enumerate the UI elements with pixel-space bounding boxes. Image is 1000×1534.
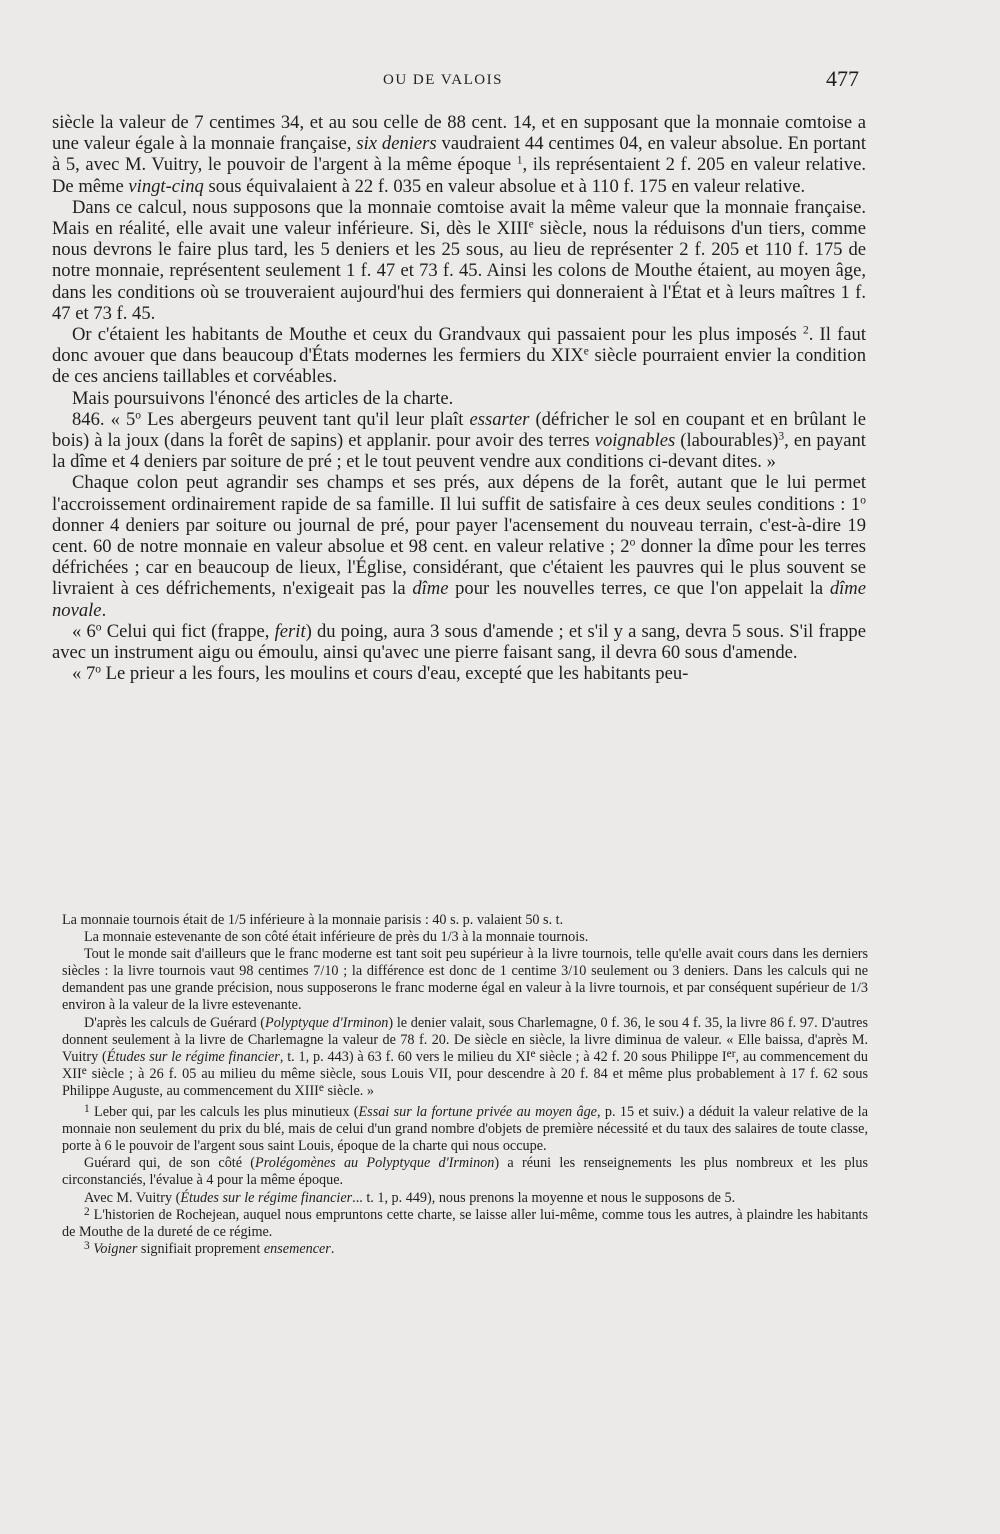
footnote: Tout le monde sait d'ailleurs que le franc moderne est tant soit peu supérieur à la livre tournois, telle qu'elle avait cours dans les derniers siècles : la livre tournois vaut 98 centimes 7/10 ; la différence est donc de 1 centime 3/10 seulement ou 3 deniers. Dans les calculs qui ne demandent pas une grande précision, nous supposerons le franc moderne égal en valeur à la livre tournois, et par conséquent supérieur de 1/3 environ à la valeur de la livre estevenante. xyxy=(62,946,868,1014)
footnote: $^1$ Leber qui, par les calculs les plus minutieux (Essai sur la fortune privée au moyen âge, p. 15 et suiv.) a déduit la valeur relative de la monnaie non seulement du prix du blé, mais de celui d'un grand nombre d'objets de première nécessité et du taux des salaires de toute classe, porte à 6 le pouvoir de l'argent sous saint Louis, époque de la charte qui nous occupe. xyxy=(62,1103,868,1155)
body-paragraph: Mais poursuivons l'énoncé des articles de la charte. xyxy=(72,387,454,409)
page-number: 477 xyxy=(826,66,859,91)
body-paragraph: Or c'étaient les habitants de Mouthe et ceux du Grandvaux qui passaient pour les plus imposés $^2$. Il faut donc avouer que dans beaucoup d'États modernes les fermiers du XIXe siècle pourraient envier la condition de ces anciens taillables et corvéables. xyxy=(52,324,866,388)
running-title: OU DE VALOIS xyxy=(383,72,503,88)
footnote: D'après les calculs de Guérard (Polyptyque d'Irminon) le denier valait, sous Charlemagne, 0 f. 36, le sou 4 f. 35, la livre 86 f. 97. D'autres donnent seulement à la livre de Charlemagne la valeur de 78 f. 20. De siècle en siècle, la livre diminua de valeur. « Elle baissa, d'après M. Vuitry (Études sur le régime financier, t. 1, p. 443) à 63 f. 60 vers le milieu du XIe siècle ; à 42 f. 20 sous Philippe Ier, au commencement du XIIe siècle ; à 26 f. 05 au milieu du même siècle, sous Louis VII, pour descendre à 20 f. 84 et même plus probablement à 17 f. 62 sous Philippe Auguste, au commencement du XIIIe siècle. » xyxy=(62,1014,868,1099)
body-paragraph: « 6$^o$ Celui qui fict (frappe, ferit) du poing, aura 3 sous d'amende ; et s'il y a sang, devra 5 sous. S'il frappe avec un instrument aigu ou émoulu, ainsi qu'avec une pierre faisant sang, il devra 60 sous d'amende. xyxy=(52,620,866,664)
body-paragraph: Dans ce calcul, nous supposons que la monnaie comtoise avait la même valeur que la monnaie française. Mais en réalité, elle avait une valeur inférieure. Si, dès le XIIIe siècle, nous la réduisons d'un tiers, comme nous devrons le faire plus tard, les 5 deniers et les 25 sous, au lieu de représenter 2 f. 205 et 110 f. 175 de notre monnaie, représentent seulement 1 f. 47 et 73 f. 45. Ainsi les colons de Mouthe étaient, au moyen âge, dans les conditions où se trouveraient aujourd'hui des fermiers qui donneraient à l'État et à leurs maîtres 1 f. 47 et 73 f. 45. xyxy=(52,196,866,324)
running-head xyxy=(0,66,1000,96)
footnote: $^3$ Voigner signifiait proprement ensemencer. xyxy=(84,1239,335,1257)
footnote: Guérard qui, de son côté (Prolégomènes au Polyptyque d'Irminon) a réuni les renseignements les plus nombreux et les plus circonstanciés, l'évalue à 4 pour la même époque. xyxy=(62,1155,868,1189)
footnote: La monnaie tournois était de 1/5 inférieure à la monnaie parisis : 40 s. p. valaient 50 s. t. xyxy=(62,912,564,928)
footnote: $^2$ L'historien de Rochejean, auquel nous empruntons cette charte, se laisse aller lui-même, comme tous les autres, à plaindre les habitants de Mouthe de la dureté de ce régime. xyxy=(62,1205,868,1240)
footnotes xyxy=(62,912,868,1258)
body-paragraph: Chaque colon peut agrandir ses champs et ses prés, aux dépens de la forêt, autant que le lui permet l'accroissement ordinairement rapide de sa famille. Il lui suffit de satisfaire à ces deux seules conditions : 1$^o$ donner 4 deniers par soiture ou journal de pré, pour payer l'acensement du nouveau terrain, c'est-à-dire 19 cent. 60 de notre monnaie en valeur absolue et 98 cent. en valeur relative ; 2$^o$ donner la dîme pour les terres défrichées ; car en beaucoup de lieux, l'Église, considérant, que c'étaient les pauvres qui le plus souvent se livraient à ces défrichements, n'exigeait pas la dîme pour les nouvelles terres, ce que l'on appelait la dîme novale. xyxy=(52,472,866,621)
main-text xyxy=(52,112,866,684)
body-paragraph: siècle la valeur de 7 centimes 34, et au sou celle de 88 cent. 14, et en supposant que la monnaie comtoise a une valeur égale à la monnaie française, six deniers vaudraient 44 centimes 04, en valeur absolue. En portant à 5, avec M. Vuitry, le pouvoir de l'argent à la même époque $^1$, ils représentaient 2 f. 205 en valeur relative. De même vingt-cinq sous équivalaient à 22 f. 035 en valeur absolue et à 110 f. 175 en valeur relative. xyxy=(52,112,866,197)
footnote: La monnaie estevenante de son côté était inférieure de près du 1/3 à la monnaie tournois. xyxy=(84,929,589,946)
body-paragraph: « 7$^o$ Le prieur a les fours, les moulins et cours d'eau, excepté que les habitants peu- xyxy=(72,663,689,685)
body-paragraph: 846. « 5$^o$ Les abergeurs peuvent tant qu'il leur plaît essarter (défricher le sol en coupant et en brûlant le bois) à la joux (dans la forêt de sapins) et applanir. pour avoir des terres voignables (labourables)$^3$, en payant la dîme et 4 deniers par soiture de pré ; et le tout peuvent vendre aux conditions ci-devant dites. » xyxy=(52,408,866,473)
footnote: Avec M. Vuitry (Études sur le régime financier... t. 1, p. 449), nous prenons la moyenne et nous le supposons de 5. xyxy=(84,1189,736,1206)
